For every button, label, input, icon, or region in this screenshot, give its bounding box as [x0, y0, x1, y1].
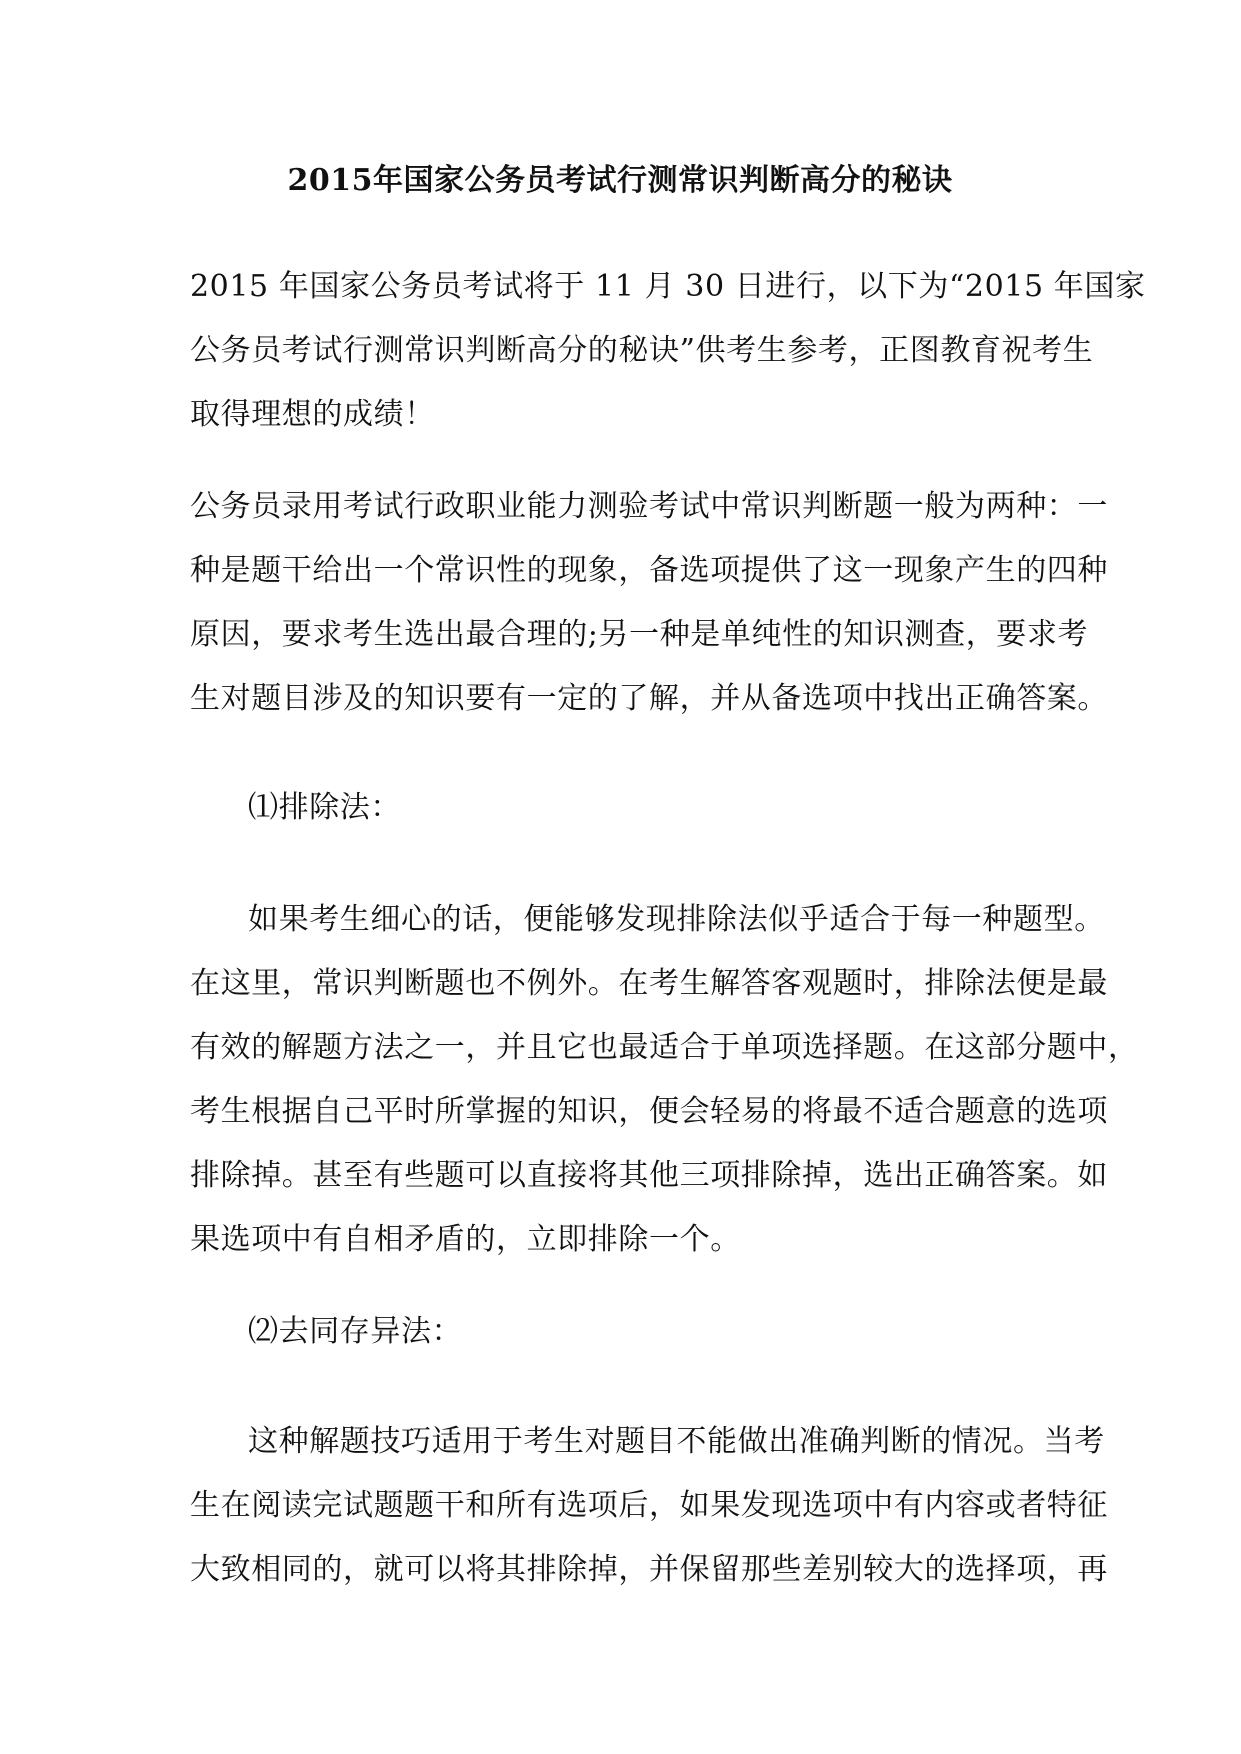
overview-paragraph: [190, 475, 1108, 731]
document-title: 2015年国家公务员考试行测常识判断高分的秘诀: [287, 163, 953, 198]
paragraph-line: 排除掉。甚至有些题可以直接将其他三项排除掉，选出正确答案。如: [190, 1158, 1108, 1193]
section-heading: ⑵去同存异法：: [248, 1314, 463, 1349]
paragraph-line: 这种解题技巧适用于考生对题目不能做出准确判断的情况。当考: [248, 1424, 1105, 1459]
paragraph-line: 公务员考试行测常识判断高分的秘诀”供考生参考，正图教育祝考生: [190, 333, 1094, 368]
paragraph-line: 在这里，常识判断题也不例外。在考生解答客观题时，排除法便是最: [190, 966, 1108, 1001]
paragraph-line: 取得理想的成绩！: [190, 397, 435, 432]
paragraph-line: 生对题目涉及的知识要有一定的了解，并从备选项中找出正确答案。: [190, 681, 1108, 716]
paragraph-line: 生在阅读完试题题干和所有选项后，如果发现选项中有内容或者特征: [190, 1488, 1108, 1523]
paragraph-line: 有效的解题方法之一，并且它也最适合于单项选择题。在这部分题中，: [190, 1030, 1139, 1065]
paragraph-line: 大致相同的，就可以将其排除掉，并保留那些差别较大的选择项，再: [190, 1552, 1108, 1587]
method-2-paragraph: [190, 1410, 1108, 1602]
paragraph-line: 2015 年国家公务员考试将于 11 月 30 日进行，以下为“2015 年国家: [190, 269, 1146, 304]
paragraph-line: 如果考生细心的话，便能够发现排除法似乎适合于每一种题型。: [248, 902, 1105, 937]
method-1-heading: [190, 776, 1058, 840]
paragraph-line: 考生根据自己平时所掌握的知识，便会轻易的将最不适合题意的选项: [190, 1094, 1108, 1129]
intro-paragraph: [190, 255, 1146, 447]
method-2-heading: [190, 1300, 1058, 1364]
method-1-paragraph: [190, 888, 1139, 1272]
paragraph-line: 种是题干给出一个常识性的现象，备选项提供了这一现象产生的四种: [190, 553, 1108, 588]
paragraph-line: 果选项中有自相矛盾的，立即排除一个。: [190, 1222, 741, 1257]
paragraph-line: 原因，要求考生选出最合理的;另一种是单纯性的知识测查，要求考: [190, 617, 1089, 652]
section-heading: ⑴排除法：: [248, 790, 401, 825]
paragraph-line: 公务员录用考试行政职业能力测验考试中常识判断题一般为两种：一: [190, 489, 1108, 524]
